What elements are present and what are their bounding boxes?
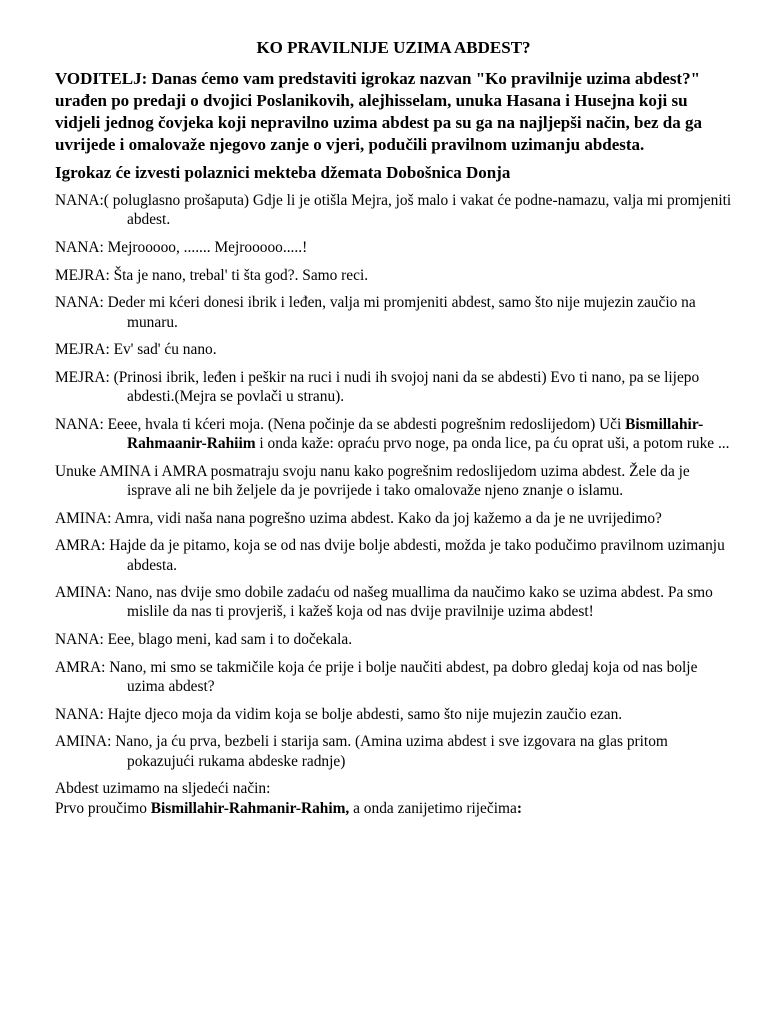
dialogue-line: AMINA: Amra, vidi naša nana pogrešno uzima abdest. Kako da joj kažemo a da je ne uvrijedimo? [55, 509, 662, 527]
dialogue-line: MEJRA: Ev' sad' ću nano. [55, 341, 217, 359]
dialogue-text: NANA: Eeee, hvala ti kćeri moja. (Nena počinje da se abdesti pogrešnim redoslijedom) Uči [55, 415, 626, 433]
bismillah-text: Bismillahir-Rahmaanir-Rahiim [127, 415, 704, 453]
document-title: KO PRAVILNIJE UZIMA ABDEST? [256, 38, 531, 57]
closing-text: a onda zanijetimo riječima [349, 799, 517, 817]
dialogue-line: MEJRA: Šta je nano, trebal' ti šta god?. Samo reci. [55, 266, 369, 284]
dialogue-line: NANA: Hajte djeco moja da vidim koja se bolje abdesti, samo što nije mujezin zaučio ezan. [55, 705, 623, 723]
dialogue-line: NANA:( poluglasno prošaputa) Gdje li je otišla Mejra, još malo i vakat će podne-namazu, valja mi promjeniti abdest. [55, 192, 732, 229]
closing-text: Prvo proučimo [55, 799, 151, 817]
dialogue-line: Unuke AMINA i AMRA posmatraju svoju nanu kako pogrešnim redoslijedom uzima abdest. Žele da je isprave ali ne bih željele da je povrijede i tako omalovaže njeno znanje o islamu. [55, 462, 690, 499]
closing-colon: : [516, 799, 522, 817]
dialogue-line: NANA: Mejrooooo, ....... Mejrooooo.....! [55, 238, 308, 256]
dialogue-line: MEJRA: (Prinosi ibrik, leđen i peškir na ruci i nudi ih svojoj nani da se abdesti) Evo ti nano, pa se lijepo abdesti.(Mejra se povlači u stranu). [55, 368, 700, 406]
dialogue-line: AMRA: Hajde da je pitamo, koja se od nas dvije bolje abdesti, možda je tako podučimo pravilnom uzimanju abdesta. [55, 537, 725, 574]
dialogue-line [55, 415, 732, 453]
dialogue-line: AMRA: Nano, mi smo se takmičile koja će prije i bolje naučiti abdest, pa dobro gledaj koja od nas bolje uzima abdest? [55, 658, 698, 696]
dialogue-line: NANA: Eee, blago meni, kad sam i to dočekala. [55, 631, 353, 649]
closing-line [55, 799, 732, 818]
dialogue-line: AMINA: Nano, nas dvije smo dobile zadaću od našeg muallima da naučimo kako se uzima abdest. Pa smo mislile da nas ti provjeriš, i kažeš koja od nas dvije pravilnije uzima abdest! [55, 584, 713, 621]
dialogue-line: AMINA: Nano, ja ću prva, bezbeli i starija sam. (Amina uzima abdest i sve izgovara na glas pritom pokazujući rukama abdeske radnje) [55, 733, 668, 770]
performers-note: Igrokaz će izvesti polaznici mekteba džemata Dobošnica Donja [55, 163, 511, 182]
narrator-intro: VODITELJ: Danas ćemo vam predstaviti igrokaz nazvan "Ko pravilnije uzima abdest?" urađen po predaji o dvojici Poslanikovih, alejhisselam, unuka Hasana i Husejna koji su vidjeli jednog čovjeka koji nepravilno uzima abdest pa su ga na najljepši način, bez da ga uvrijede i omalovaže njegovo zanje o vjeri, podučili pravilnom uzimanju abdesta. [55, 69, 703, 154]
dialogue-line: NANA: Deder mi kćeri donesi ibrik i leđen, valja mi promjeniti abdest, samo što nije mujezin zaučio na munaru. [55, 294, 696, 331]
closing-line: Abdest uzimamo na sljedeći način: [55, 780, 271, 798]
dialogue-text: i onda kaže: opraću prvo noge, pa onda lice, pa ću oprat uši, a potom ruke ... [255, 435, 730, 453]
bismillah-text: Bismillahir-Rahmanir-Rahim, [150, 799, 350, 817]
